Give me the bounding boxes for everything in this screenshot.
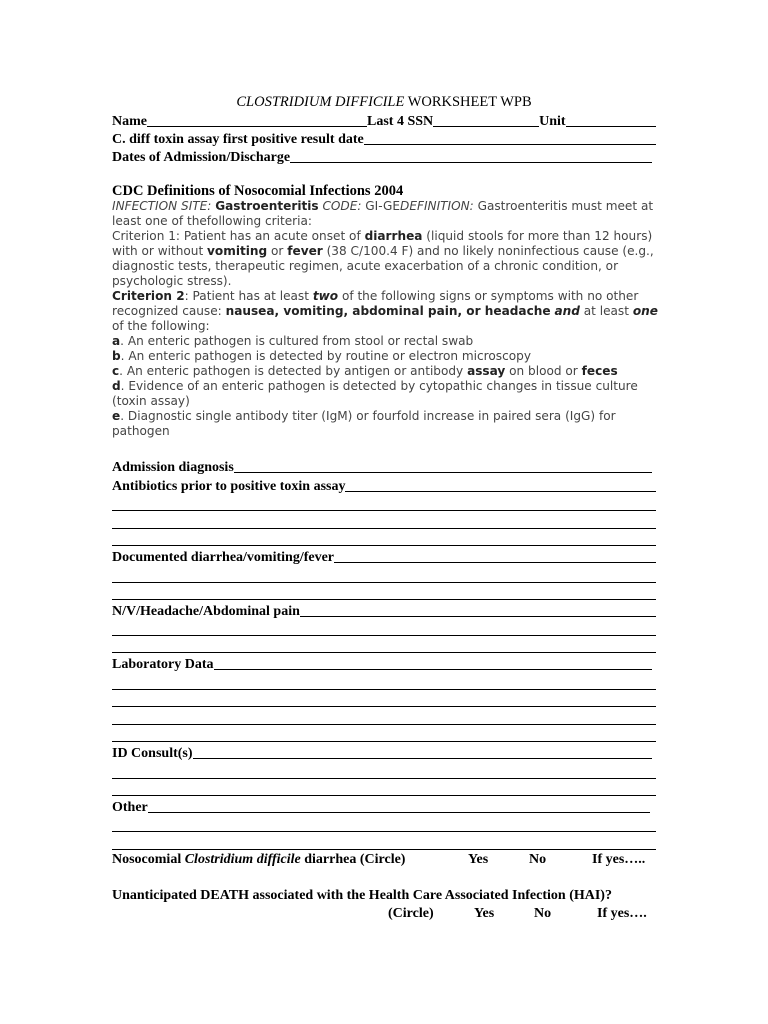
q2-circle-label: (Circle) [388, 906, 434, 921]
criterion-1 [112, 229, 660, 289]
title-rest: WORKSHEET WPB [404, 94, 532, 110]
documented-line-2[interactable] [112, 599, 656, 600]
definition-label: DEFINITION: [400, 199, 478, 213]
name-field[interactable] [147, 125, 367, 127]
item-c-feces: feces [581, 364, 618, 378]
lab-row [112, 656, 652, 673]
unit-field[interactable] [566, 125, 656, 127]
c1-text-c: or [267, 244, 288, 258]
name-label: Name [112, 114, 147, 129]
c1-text-a: Criterion 1: Patient has an acute onset of [112, 229, 365, 243]
item-b-text: . An enteric pathogen is detected by routine or electron microscopy [120, 349, 531, 363]
item-b [112, 349, 660, 364]
q1-prefix: Nosocomial [112, 852, 185, 867]
c2-text-b: of the following signs or symptoms with no other recognized cause: [112, 289, 639, 318]
antibiotics-row [112, 478, 656, 495]
item-b-letter: b [112, 349, 121, 363]
cdc-heading: CDC Definitions of Nosocomial Infections 2004 [112, 183, 404, 199]
cdc-definitions [112, 199, 660, 439]
death-options-row [112, 906, 660, 924]
item-c-letter: c [112, 364, 120, 378]
code-label: CODE: [318, 199, 366, 213]
other-label: Other [112, 800, 148, 815]
ssn-field[interactable] [433, 125, 539, 127]
q2-yes-option[interactable]: Yes [474, 906, 495, 921]
c1-vomiting: vomiting [207, 244, 268, 258]
nv-row [112, 603, 656, 620]
q1-if-yes: If yes….. [592, 852, 646, 867]
c2-and: and [554, 304, 580, 318]
death-question: Unanticipated DEATH associated with the Health Care Associated Infection (HAI)? [112, 888, 612, 903]
documented-row [112, 549, 656, 566]
c1-fever: fever [287, 244, 323, 258]
q1-suffix: diarrhea (Circle) [300, 852, 406, 867]
nv-line-1[interactable] [112, 635, 656, 636]
lab-field[interactable] [214, 668, 653, 670]
other-row [112, 799, 650, 816]
name-ssn-unit-row [112, 113, 656, 130]
toxin-date-row [112, 131, 656, 148]
admission-dx-label: Admission diagnosis [112, 460, 234, 475]
documented-label: Documented diarrhea/vomiting/fever [112, 550, 335, 565]
item-e-letter: e [112, 409, 121, 423]
c1-diarrhea: diarrhea [364, 229, 423, 243]
criterion-2 [112, 289, 660, 334]
item-a [112, 334, 660, 349]
c2-one: one [632, 304, 658, 318]
documented-field[interactable] [334, 561, 656, 563]
q2-no-option[interactable]: No [534, 906, 552, 921]
item-d [112, 379, 660, 409]
nv-line-2[interactable] [112, 652, 656, 653]
code-value: GI-GE [365, 199, 401, 213]
lab-line-1[interactable] [112, 689, 656, 690]
c1-text-b: (liquid stools for more than 12 hours) with or without [112, 229, 653, 258]
documented-line-1[interactable] [112, 582, 656, 583]
lab-line-4[interactable] [112, 741, 656, 742]
item-e [112, 409, 660, 439]
antibiotics-line-2[interactable] [112, 528, 656, 529]
admission-discharge-field[interactable] [290, 161, 652, 163]
c2-label: Criterion 2 [112, 289, 185, 303]
ssn-label: Last 4 SSN [367, 114, 434, 129]
other-field[interactable] [148, 811, 650, 813]
lab-line-2[interactable] [112, 706, 656, 707]
item-e-text: . Diagnostic single antibody titer (IgM) or fourfold increase in paired sera (IgG) for pathogen [112, 409, 616, 438]
antibiotics-field[interactable] [345, 490, 656, 492]
admission-discharge-row [112, 149, 652, 166]
id-consult-field[interactable] [193, 757, 652, 759]
id-consult-line-2[interactable] [112, 795, 656, 796]
site-value: Gastroenteritis [215, 199, 319, 213]
nosocomial-question [112, 852, 660, 868]
item-a-text: . An enteric pathogen is cultured from stool or rectal swab [120, 334, 474, 348]
c2-text-a: : Patient has at least [184, 289, 313, 303]
q1-no-option[interactable]: No [529, 852, 547, 867]
other-line-1[interactable] [112, 831, 656, 832]
c2-symptoms: nausea, vomiting, abdominal pain, or headache [225, 304, 551, 318]
q1-yes-option[interactable]: Yes [468, 852, 489, 867]
admission-dx-row [112, 459, 652, 476]
q1-italic: Clostridium difficile [184, 852, 301, 867]
q2-if-yes: If yes…. [597, 906, 647, 921]
other-line-2[interactable] [112, 849, 656, 850]
nv-field[interactable] [300, 615, 656, 617]
lab-label: Laboratory Data [112, 657, 214, 672]
antibiotics-line-3[interactable] [112, 545, 656, 546]
c2-text-c: at least [579, 304, 633, 318]
antibiotics-line-1[interactable] [112, 510, 656, 511]
id-consult-label: ID Consult(s) [112, 746, 193, 761]
item-c-text: . An enteric pathogen is detected by antigen or antibody [119, 364, 468, 378]
id-consult-row [112, 745, 652, 762]
toxin-date-label: C. diff toxin assay first positive result date [112, 132, 364, 147]
antibiotics-label: Antibiotics prior to positive toxin assay [112, 479, 346, 494]
site-line [112, 199, 660, 229]
item-d-text: . Evidence of an enteric pathogen is detected by cytopathic changes in tissue culture (toxin assay) [112, 379, 638, 408]
id-consult-line-1[interactable] [112, 778, 656, 779]
toxin-date-field[interactable] [364, 143, 656, 145]
lab-line-3[interactable] [112, 724, 656, 725]
item-c [112, 364, 660, 379]
site-label: INFECTION SITE: [112, 199, 216, 213]
nv-label: N/V/Headache/Abdominal pain [112, 604, 300, 619]
admission-dx-field[interactable] [234, 471, 652, 473]
page-title [112, 94, 656, 111]
item-d-letter: d [112, 379, 121, 393]
item-c-assay: assay [467, 364, 506, 378]
c2-two: two [312, 289, 339, 303]
definition-text: Gastroenteritis must meet at least one of thefollowing criteria: [112, 199, 654, 228]
unit-label: Unit [539, 114, 566, 129]
item-c-text2: on blood or [505, 364, 582, 378]
title-italic: CLOSTRIDIUM DIFFICILE [236, 94, 405, 110]
c2-text-d: of the following: [112, 319, 210, 333]
item-a-letter: a [112, 334, 121, 348]
admission-discharge-label: Dates of Admission/Discharge [112, 150, 291, 165]
c1-text-d: (38 C/100.4 F) and no likely noninfectious cause (e.g., diagnostic tests, therapeutic regimen, acute exacerbation of a chronic condition, or psychologic stress). [112, 244, 654, 288]
